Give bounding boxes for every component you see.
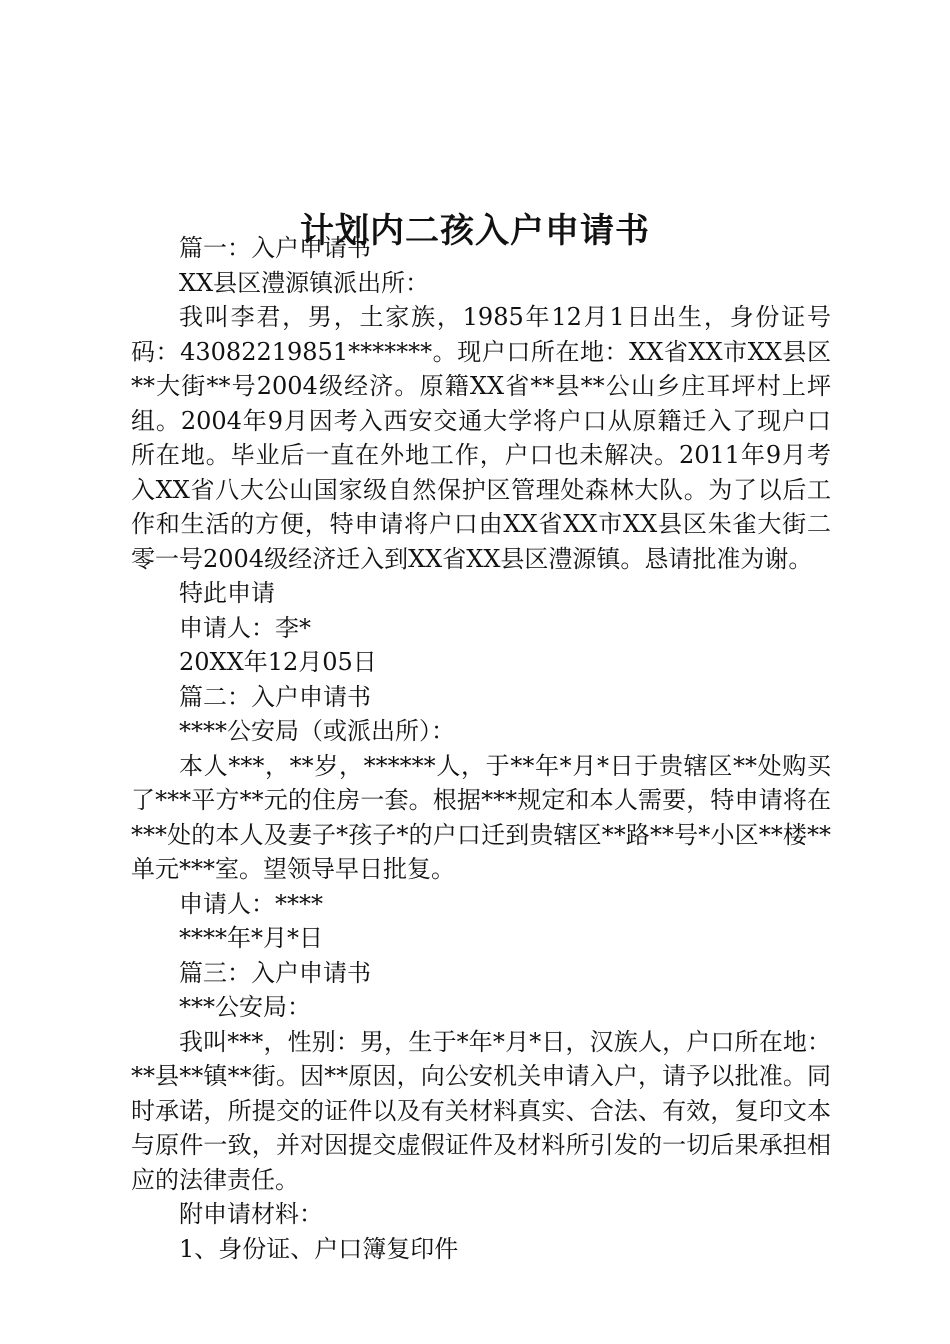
date-2: ****年*月*日 <box>179 924 323 952</box>
applicant-2: 申请人：**** <box>179 889 323 918</box>
closing-1: 特此申请 <box>179 579 275 607</box>
section-heading-2: 篇二：入户申请书 <box>179 682 371 711</box>
body-paragraph-1: 我叫李君，男，土家族，1985年12月1日出生，身份证号码：43082219851*******。现户口所在地：XX省XX市XX县区**大街**号2004级经济。原籍XX省**县**公山乡庄耳坪村上坪组。2004年9月因考入西安交通大学将户口从原籍迁入了现户口所在地。毕业后一直在外地工作，户口也未解决。2011年9月考入XX省八大公山国家级自然保护区管理处森林大队。为了以后工作和生活的方便，特申请将户口由XX省XX市XX县区朱雀大街二零一号2004级经济迁入到XX省XX县区澧源镇。恳请批准为谢。 <box>131 303 831 573</box>
document-title: 计划内二孩入户申请书 <box>300 210 650 251</box>
section-heading-1: 篇一：入户申请书 <box>179 234 371 262</box>
addressee-1: XX县区澧源镇派出所： <box>179 268 430 297</box>
addressee-3: ***公安局： <box>179 993 311 1021</box>
applicant-1: 申请人：李* <box>179 613 311 642</box>
section-heading-3: 篇三：入户申请书 <box>179 958 371 987</box>
body-paragraph-2: 本人***，**岁，******人，于**年*月*日于贵辖区**处购买了***平方**元的住房一套。根据***规定和本人需要，特申请将在***处的本人及妻子*孩子*的户口迁到贵辖区**路**号*小区**楼**单元***室。望领导早日批复。 <box>131 751 831 883</box>
attachments-heading: 附申请材料： <box>179 1200 323 1228</box>
addressee-2: ****公安局（或派出所）： <box>179 717 455 745</box>
body-paragraph-3: 我叫***，性别：男，生于*年*月*日，汉族人，户口所在地：**县**镇**街。因**原因，向公安机关申请入户，请予以批准。同时承诺，所提交的证件以及有关材料真实、合法、有效，复印文本与原件一致，并对因提交虚假证件及材料所引发的一切后果承担相应的法律责任。 <box>131 1027 831 1194</box>
document-body <box>131 231 831 1266</box>
date-1: 20XX年12月05日 <box>179 648 377 676</box>
attachment-item-1: 1、身份证、户口簿复印件 <box>179 1234 459 1263</box>
